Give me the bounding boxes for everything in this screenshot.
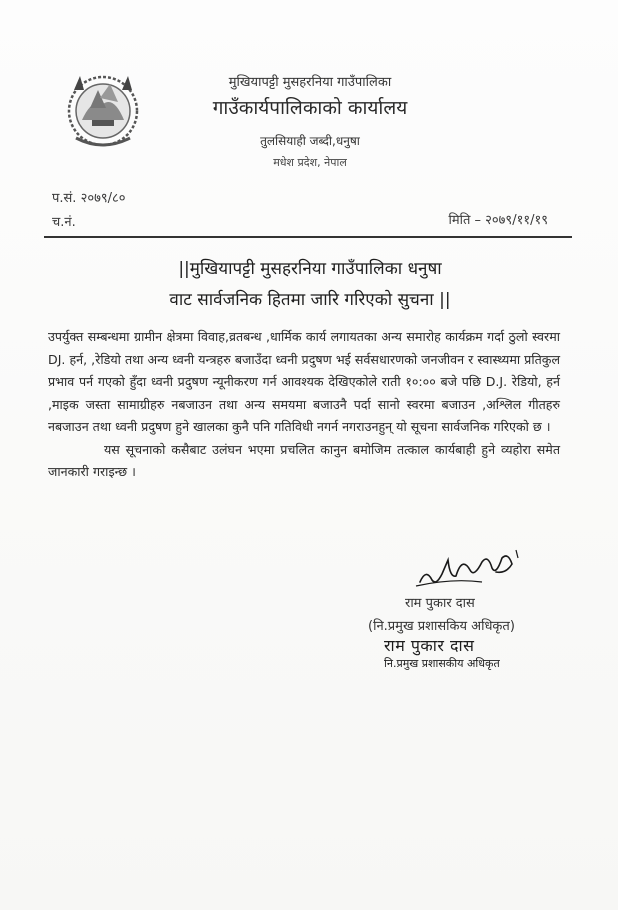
header-divider [44,236,572,238]
stamp-name: राम पुकार दास [384,636,475,655]
patra-sankhya: प.सं. २०७९/८० [52,191,126,206]
province-name: मधेश प्रदेश, नेपाल [273,156,347,169]
notice-body [48,326,560,484]
notice-paragraph-1: उपर्युक्त सम्बन्धमा ग्रामीन क्षेत्रमा विवाह,व्रतबन्ध ,धार्मिक कार्य लगायतका अन्य समारोह कार्यक्रम गर्दा ठुलो स्वरमा DJ. हर्न, ,रेडियो तथा अन्य ध्वनी यन्त्रहरु बजाउँदा ध्वनी प्रदुषण भई सर्वसधारणको जनजीवन र स्वास्थ्यमा प्रतिकुल प्रभाव पर्न गएको हुँदा ध्वनी प्रदुषण न्यूनीकरण गर्न आवश्यक देखिएकोले राती १०:०० बजे पछि D.J. रेडियो, हर्न ,माइक जस्ता सामाग्रीहरु नबजाउन तथा अन्य समयमा बजाउनै पर्दा सानो स्वरमा बजाउन ,अश्लिल गीतहरु नबजाउन तथा ध्वनी प्रदुषण हुने खालका कुनै पनि गतिविधी नगर्न नगराउनहुन् यो सूचना सार्वजनिक गरिएको छ । [48,329,560,434]
signatory-designation: (नि.प्रमुख प्रशासकिय अधिकृत) [368,619,515,634]
office-name: गाउँकार्यपालिकाको कार्यालय [212,97,408,119]
notice-title-line1: ||मुखियापट्टी मुसहरनिया गाउँपालिका धनुषा [178,259,442,279]
stamp-designation: नि.प्रमुख प्रशासकीय अधिकृत [384,657,500,670]
chalani-number: च.नं. [52,215,76,230]
notice-paragraph-2: यस सूचनाको कसैबाट उलंघन भएमा प्रचलित कानुन बमोजिम तत्काल कार्यबाही हुने व्यहोरा समेत जानकारी गराइन्छ । [48,441,560,479]
signatory-name: राम पुकार दास [405,596,475,611]
municipality-name: मुखियापट्टी मुसहरनिया गाउँपालिका [228,75,392,90]
signature-mark [412,548,522,590]
notice-title-line2: वाट सार्वजनिक हितमा जारि गरिएको सुचना || [169,290,451,310]
notice-date: मिति – २०७९/११/१९ [448,213,548,228]
nepal-emblem-icon [62,68,144,150]
office-address: तुलसियाही जब्दी,धनुषा [260,134,360,148]
